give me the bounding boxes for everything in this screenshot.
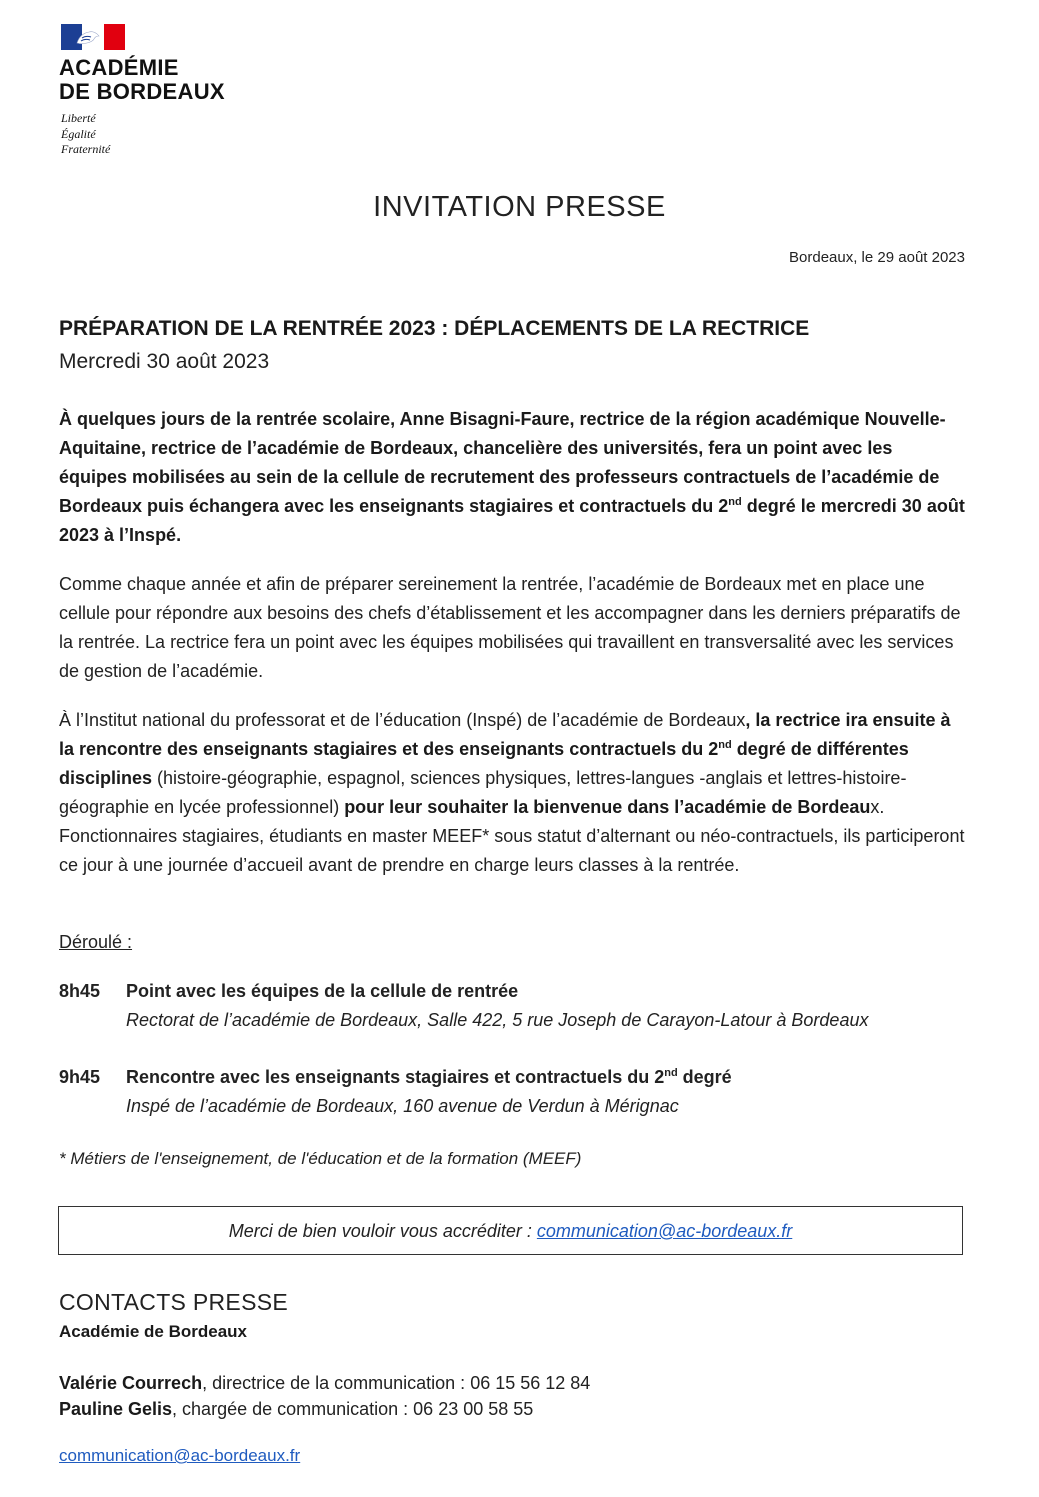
schedule-title	[126, 977, 518, 1006]
intro-text-a: À quelques jours de la rentrée scolaire, Anne Bisagni-Faure, rectrice de la région académique Nouvelle-Aquitaine, rectrice de l’académie de Bordeaux, chancelière des universités, fera un point avec les équipes mobilisées au sein de la cellule de recrutement des professeurs contractuels de l’académie de Bordeaux puis échangera avec les enseignants stagiaires et contractuels du 2	[59, 409, 946, 516]
accreditation-box	[58, 1206, 963, 1255]
motto-liberte: Liberté	[61, 111, 96, 125]
accreditation-email-link[interactable]: communication@ac-bordeaux.fr	[536, 1221, 793, 1241]
schedule-time: 8h45	[59, 981, 101, 1001]
motto-fraternite: Fraternité	[61, 142, 111, 156]
document-date: Bordeaux, le 29 août 2023	[789, 249, 965, 266]
headline: PRÉPARATION DE LA RENTRÉE 2023 : DÉPLACEMENTS DE LA RECTRICE	[59, 317, 810, 340]
contact-role: , directrice de la communication : 06 15 56 12 84	[202, 1373, 591, 1393]
paragraph-3	[59, 706, 965, 880]
schedule-time: 9h45	[59, 1067, 101, 1087]
republic-motto	[61, 111, 110, 158]
schedule-label: Déroulé :	[59, 932, 133, 952]
schedule-location: Rectorat de l’académie de Bordeaux, Salle 422, 5 rue Joseph de Carayon-Latour à Bordeaux	[126, 1010, 869, 1030]
intro-paragraph	[59, 405, 965, 550]
schedule-title	[126, 1063, 732, 1092]
subheadline: Mercredi 30 août 2023	[59, 350, 270, 373]
p3-text-f: x. Fonctionnaires stagiaires, étudiants en master MEEF* sous statut d’alternant ou néo-contractuels, ils participeront ce jour à une journée d’accueil avant de prendre en charge leurs classes à la rentrée.	[59, 797, 965, 875]
intro-sup: nd	[728, 496, 742, 508]
accreditation-text: Merci de bien vouloir vous accréditer :	[228, 1221, 537, 1241]
contact-role: , chargée de communication : 06 23 00 58 55	[172, 1399, 534, 1419]
contacts-email-link[interactable]: communication@ac-bordeaux.fr	[59, 1446, 301, 1465]
schedule-title-after: degré	[677, 1067, 732, 1087]
contact-person	[59, 1373, 590, 1394]
schedule-title-sup: nd	[664, 1067, 678, 1079]
p3-sup: nd	[718, 739, 732, 751]
contacts-heading: CONTACTS PRESSE	[59, 1289, 288, 1315]
contact-person	[59, 1399, 533, 1420]
footnote: * Métiers de l'enseignement, de l'éducation et de la formation (MEEF)	[59, 1149, 582, 1168]
contact-name: Valérie Courrech	[59, 1373, 203, 1393]
p3-text-a: À l’Institut national du professorat et de l’éducation (Inspé) de l’académie de Bordeaux	[59, 710, 746, 730]
document-title: INVITATION PRESSE	[373, 191, 666, 223]
p3-text-b: , la rectrice ira ensuite à la rencontre des enseignants stagiaires et des enseignants contractuels du 2	[59, 710, 951, 759]
org-line-1: ACADÉMIE	[59, 55, 179, 80]
organization-name	[59, 56, 225, 104]
marianne-profile-icon	[73, 27, 107, 47]
p3-text-c: degré de différentes disciplines	[59, 739, 909, 788]
motto-egalite: Égalité	[61, 126, 96, 141]
paragraph-2: Comme chaque année et afin de préparer sereinement la rentrée, l’académie de Bordeaux met en place une cellule pour répondre aux besoins des chefs d’établissement et les accompagner dans les derniers préparatifs de la rentrée. La rectrice fera un point avec les équipes mobilisées qui travaillent en transversalité avec les services de gestion de l’académie.	[59, 574, 961, 681]
schedule-title-text: Point avec les équipes de la cellule de rentrée	[126, 981, 519, 1001]
contacts-organization: Académie de Bordeaux	[59, 1322, 248, 1341]
marianne-flag-icon	[61, 24, 125, 50]
p3-text-d: (histoire-géographie, espagnol, sciences physiques, lettres-langues -anglais et lettres-histoire-géographie en lycée professionnel)	[59, 768, 907, 817]
p3-text-e: pour leur souhaiter la bienvenue dans l’académie de Bordeau	[344, 797, 871, 817]
schedule-location: Inspé de l’académie de Bordeaux, 160 avenue de Verdun à Mérignac	[126, 1096, 679, 1116]
contact-name: Pauline Gelis	[59, 1399, 173, 1419]
org-line-2: DE BORDEAUX	[59, 79, 225, 104]
intro-text-b: degré le mercredi 30 août 2023 à l’Inspé.	[59, 496, 965, 545]
schedule-title-text: Rencontre avec les enseignants stagiaires et contractuels du 2	[126, 1067, 665, 1087]
